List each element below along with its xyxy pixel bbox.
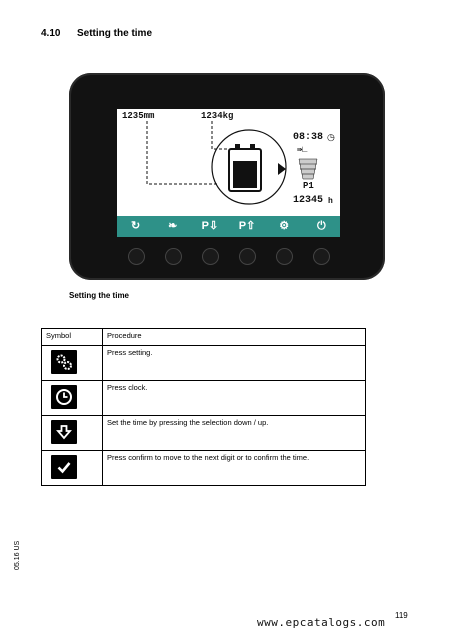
refresh-icon[interactable]: ↻ [130,220,141,232]
power-icon[interactable]: ⏻ [317,220,326,232]
table-row [42,381,366,416]
hardware-button-2[interactable] [165,248,182,265]
clock-icon [51,385,77,409]
document-code: 05.16 US [14,540,21,570]
hours-unit: h [328,197,333,206]
hardware-button-6[interactable] [313,248,330,265]
table-row [42,451,366,486]
procedure-text: Set the time by pressing the selection down / up. [103,416,366,451]
table-row [42,346,366,381]
hardware-button-1[interactable] [128,248,145,265]
watermark: www.epcatalogs.com [257,616,386,629]
section-title: Setting the time [77,28,153,39]
procedure-table [41,328,366,486]
settings-icon [51,350,77,374]
settings-icon[interactable]: ⚙ [279,220,290,232]
table-header-row [42,329,366,346]
hardware-button-4[interactable] [239,248,256,265]
procedure-text: Press confirm to move to the next digit or to confirm the time. [103,451,366,486]
checkmark-icon [51,455,77,479]
time-readout: 08:38 [293,132,324,143]
hardware-button-5[interactable] [276,248,293,265]
load-readout: 1234kg [201,111,234,121]
softkey-bar [117,216,340,237]
procedure-text: Press clock. [103,381,366,416]
hours-readout: 12345 [293,195,324,206]
height-readout: 1235mm [122,111,155,121]
turtle-icon[interactable]: ❧ [168,220,178,232]
section-number: 4.10 [41,28,61,39]
arrow-down-icon [51,420,77,444]
lift-mode-icon: ⇛∟ [297,145,308,155]
procedure-text: Press setting. [103,346,366,381]
procedure-header: Procedure [103,329,366,346]
program-readout: P1 [303,181,314,191]
figure-caption: Setting the time [69,291,130,300]
hardware-button-3[interactable] [202,248,219,265]
display-screen [117,109,340,237]
table-row [42,416,366,451]
page-number: 119 [395,611,408,620]
clock-small-icon: ◷ [327,132,335,142]
park-down-icon[interactable]: P⇩ [201,220,219,232]
symbol-header: Symbol [42,329,103,346]
park-up-icon[interactable]: P⇧ [238,220,256,232]
